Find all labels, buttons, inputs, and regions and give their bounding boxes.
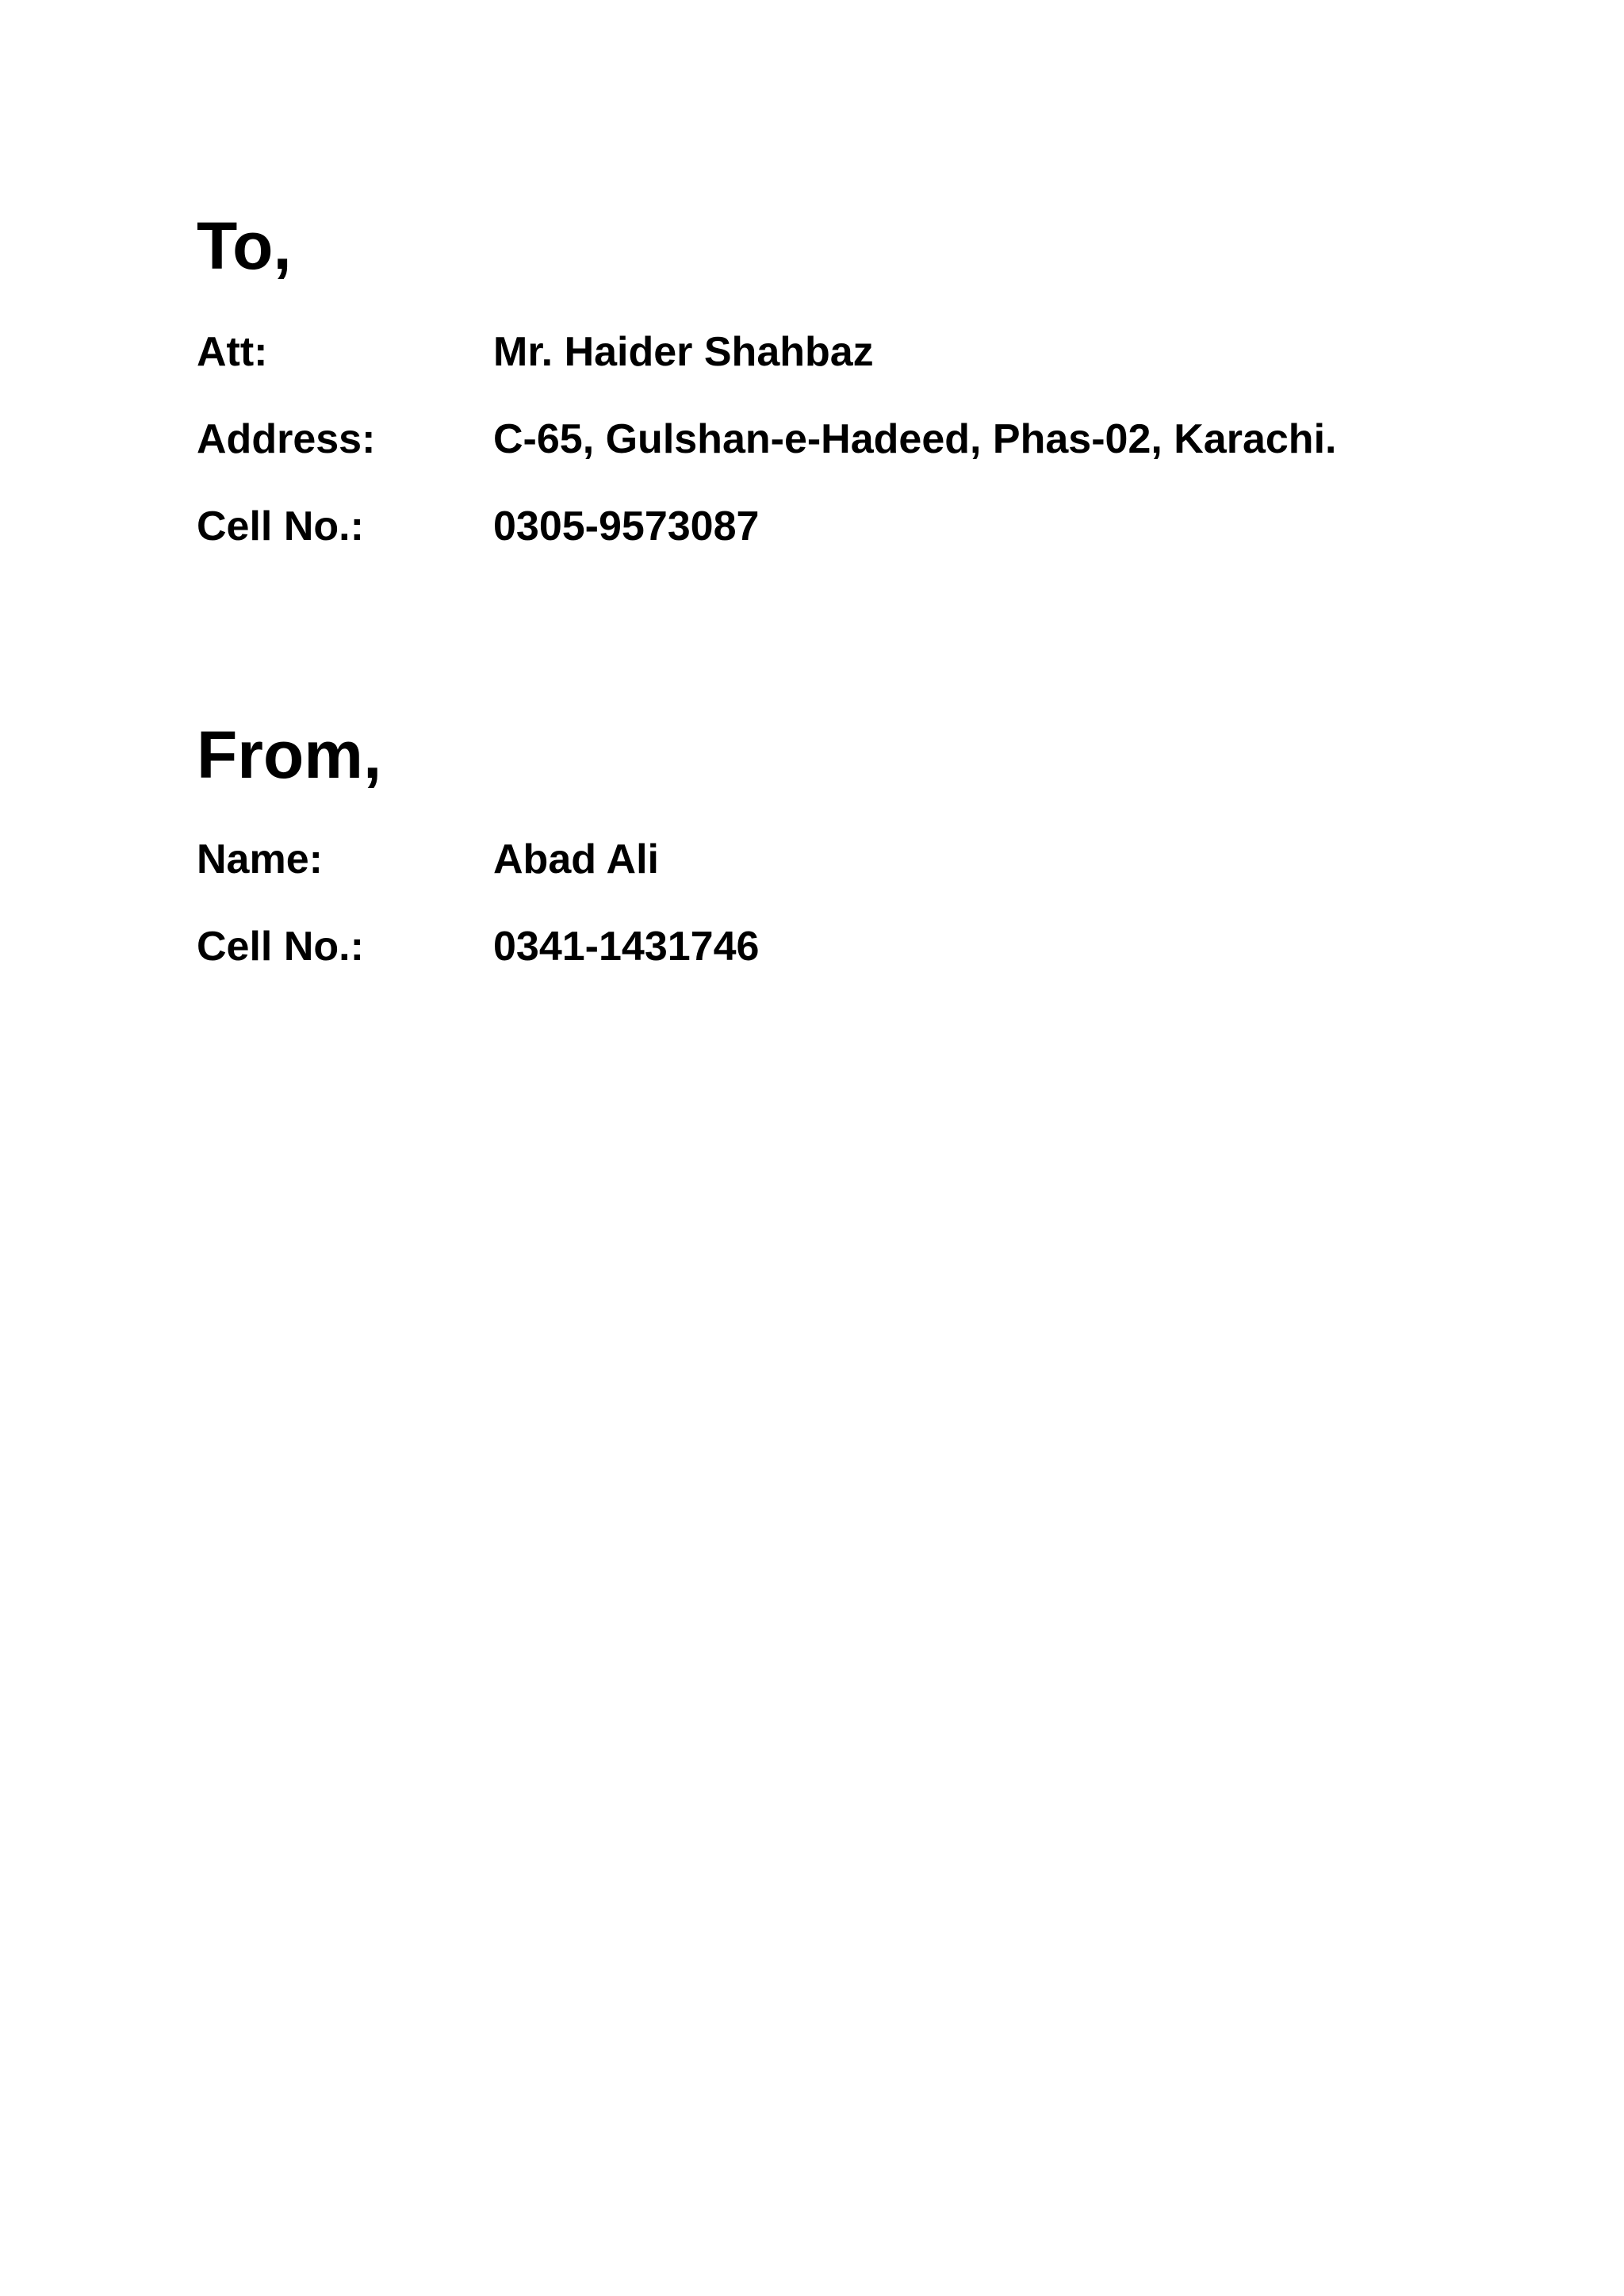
to-cell-label: Cell No.: [197, 503, 364, 549]
att-label: Att: [197, 329, 268, 375]
name-label: Name: [197, 836, 323, 882]
from-cell-label: Cell No.: [197, 924, 364, 970]
att-value: Mr. Haider Shahbaz [493, 329, 874, 375]
from-heading: From, [197, 718, 382, 792]
name-value: Abad Ali [493, 836, 659, 882]
address-value: C-65, Gulshan-e-Hadeed, Phas-02, Karachi. [493, 416, 1337, 462]
address-label: Address: [197, 416, 376, 462]
from-cell-value: 0341-1431746 [493, 924, 760, 970]
to-heading: To, [197, 209, 292, 283]
to-cell-value: 0305-9573087 [493, 503, 760, 549]
